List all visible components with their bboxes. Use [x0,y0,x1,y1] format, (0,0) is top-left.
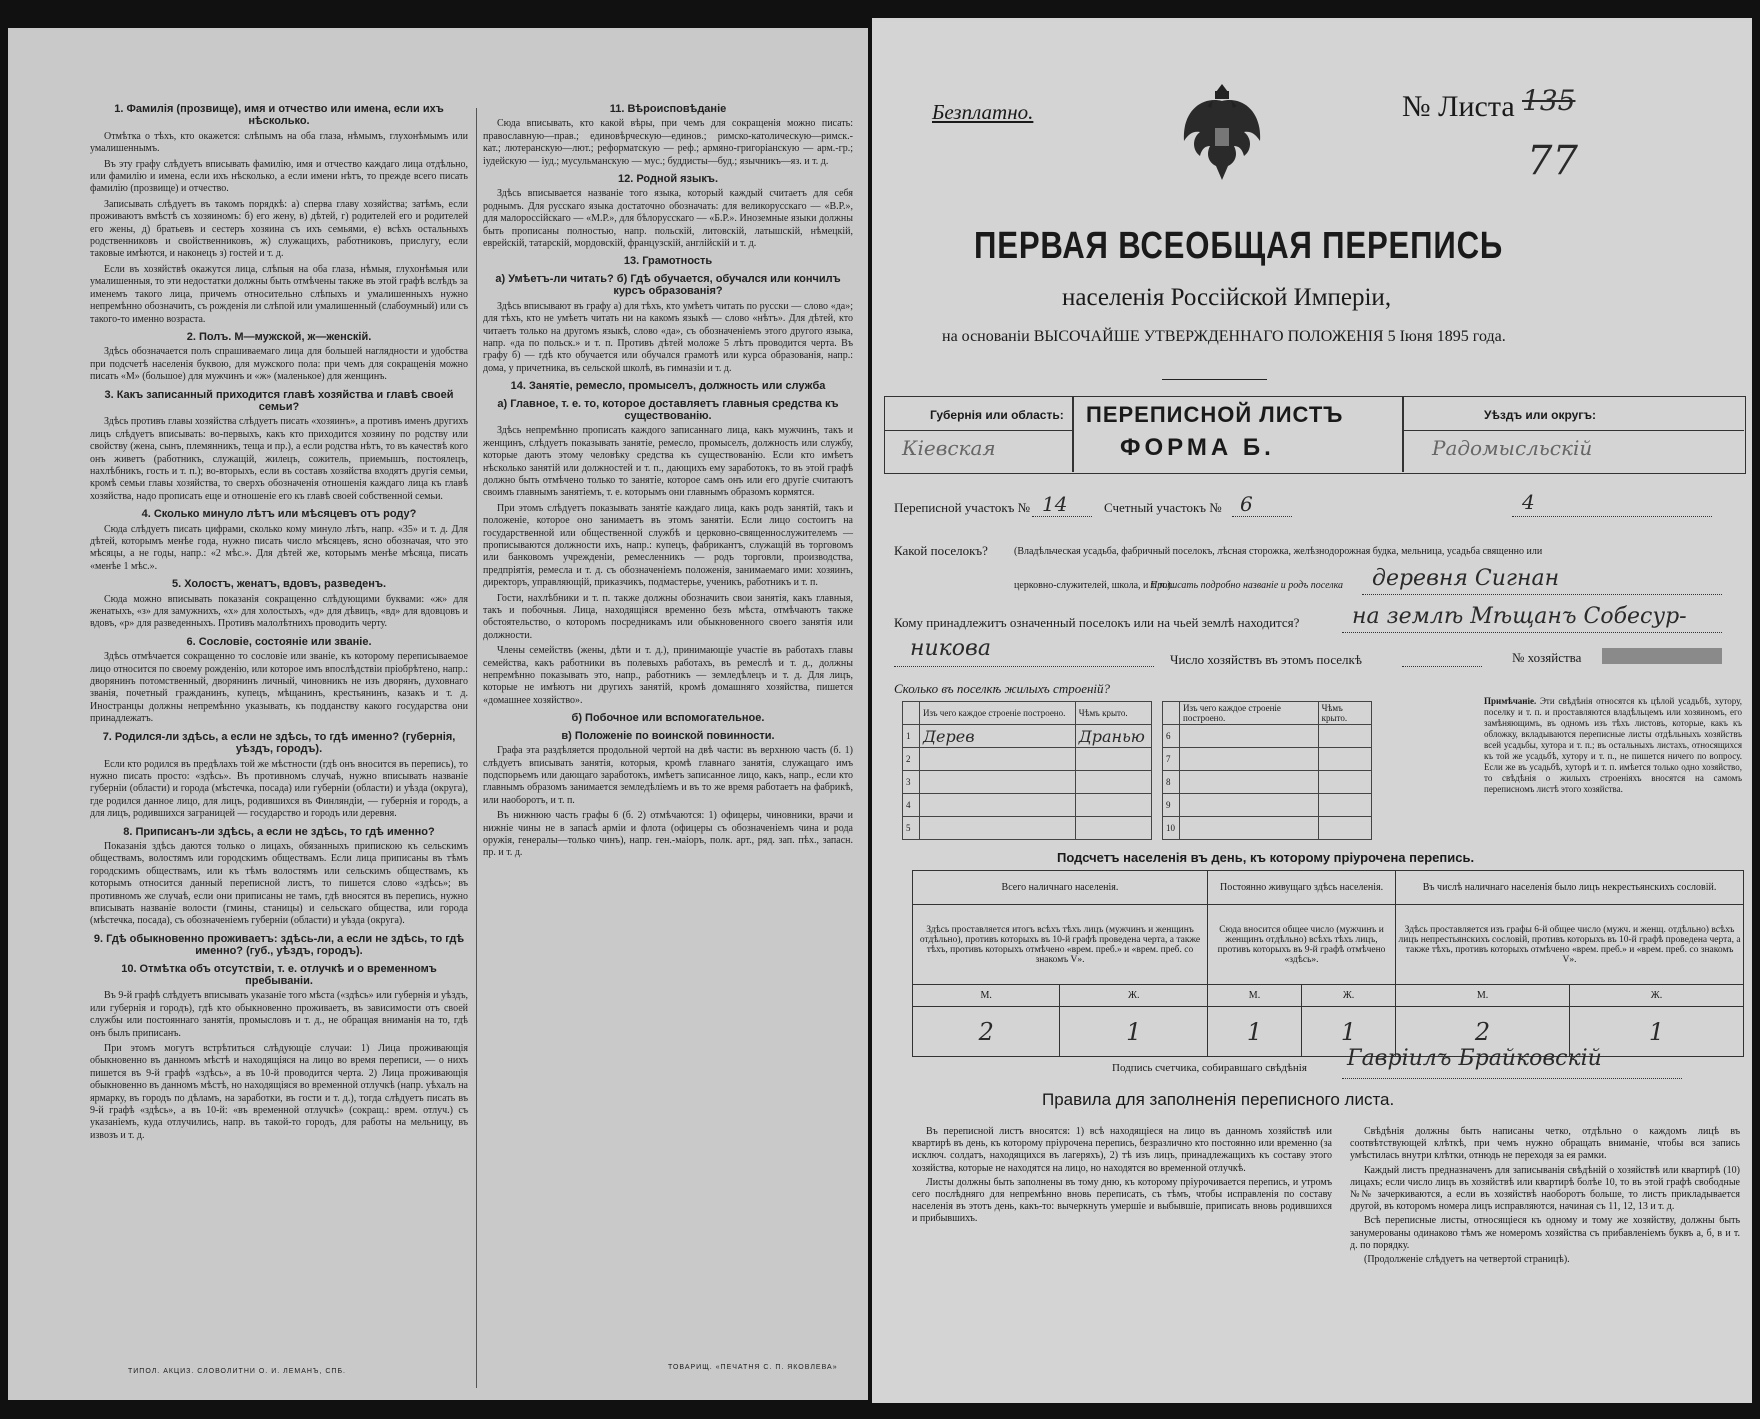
rule-paragraph: Каждый листъ предназначенъ для записыванія свѣдѣній о хозяйствѣ или квартирѣ (10) лицахъ; если число лицъ въ хозяйствѣ или квартирѣ болѣе 10, то въ этой графѣ свободные №№ зачеркиваются, а если въ хозяйствѣ наоборотъ больше, то листъ прикладывается другой, въ которомъ номера лицъ исправляются, начиная съ 11, 12, 13 и т. д. [1350,1164,1740,1213]
building-cell-roof[interactable]: Дранью [1075,725,1151,748]
rules-right-column [1350,1126,1740,1268]
counting-district-label: Счетный участокъ № [1104,500,1222,515]
building-cell-empty[interactable] [1180,725,1319,748]
section-heading: 5. Холостъ, женатъ, вдовъ, разведенъ. [171,578,387,591]
building-cell-n: 1 [903,725,920,748]
section-heading: 11. Вѣроисповѣданіе [609,103,727,115]
section-paragraph: Сюда вписывать, кто какой вѣры, при чемъ для сокращенія можно писать: православную—прав.; единовѣрческую—единов.; римско-католическую—римск.-кат.; лютеранскую—лют.; реформатскую — реф.; армяно-григоріанскую — арм.-гр.; іудейскую — іуд.; мусульманскую — мус.; буддисты—буд.; язычникъ—яз. и т. д. [483,118,853,167]
building-cell-mat[interactable] [920,748,1076,771]
pop-header-nonpeasant: Въ числѣ наличнаго населенія было лицъ некрестьянскихъ сословій. [1396,871,1744,905]
section-heading: 9. Гдѣ обыкновенно проживаетъ: здѣсь-ли, а если не здѣсь, то гдѣ именно? (губ., уѣздъ, городъ). [93,932,465,958]
census-district-value[interactable]: 14 [1042,492,1068,516]
household-number-cell[interactable] [1602,648,1722,664]
section-paragraph: Графа эта раздѣляется продольной чертой на двѣ части: въ верхнюю часть (б. 1) слѣдуетъ вписывать занятія, которыя, кромѣ главнаго занятія, служащаго имъ подспорьемъ или дающаго заработокъ, имѣетъ записанное лицо, какъ, напр., если кто главнымъ образомъ занимается земледѣліемъ и въ то же время работаетъ на фабрикѣ, или наоборотъ, и т. п. [483,745,853,806]
document-basis: на основаніи ВЫСОЧАЙШЕ УТВЕРЖДЕННАГО ПОЛОЖЕНІЯ 5 Іюня 1895 года. [942,328,1506,345]
form-title: ПЕРЕПИСНОЙ ЛИСТЪ [1086,402,1344,427]
buildings-table-left [902,701,1152,840]
section-paragraph: При этомъ могутъ встрѣтиться слѣдующіе случаи: 1) Лица проживающія обыкновенно въ данномъ мѣстѣ и находящіяся на лицо во время переписи, — о нихъ пишется въ 9-й графѣ «здѣсь», а въ 10-й проводится черта. 2) Лица проживающія обыкновенно въ данномъ мѣстѣ, но находящіяся во временной отлучкѣ (напр. уѣхалъ на ярмарку, въ городъ по дѣламъ, на заработки, въ гости и т. д.), тогда слѣдуетъ писать въ 9-й графѣ «здѣсь», а въ 10-й: «въ временной отлучкѣ» (сокращ.: врем. отлуч.) съ указаніемъ, куда отлучились, напр. въ такой-то городъ, для работы на мельницу, въ извозъ и т. д. [90,1043,468,1141]
settlement-hint-3: Прописать подробно названіе и родъ поселка [1150,580,1344,591]
owner-value-2[interactable]: никова [910,636,991,661]
households-label: Число хозяйствъ въ этомъ поселкѣ [1170,652,1362,667]
signature-label: Подпись счетчика, собиравшаго свѣдѣнія [1112,1062,1307,1074]
section-paragraph: Сюда можно вписывать показанія сокращенно слѣдующими буквами: «ж» для женатыхъ, «з» для замужнихъ, «х» для холостыхъ, «д» для дѣвицъ, «вд» для вдовцовъ и вдовъ, «р» для разведенныхъ. Противъ малолѣтнихъ проводить черту. [90,593,468,630]
section-heading: 2. Полъ. М—мужской, ж—женскій. [186,330,372,343]
building-cell-n: 6 [1163,725,1180,748]
document-subtitle: населенія Россійской Имперіи, [1062,284,1392,311]
building-cell-mat[interactable] [920,794,1076,817]
section-paragraph: Въ 9-й графѣ слѣдуетъ вписывать указаніе того мѣста («здѣсь» или губернія и уѣздъ, или губернія и городъ), гдѣ кто обыкновенно проживаетъ, въ зависимости отъ своей службы или постояннаго занятія, промысловъ и т. д., не обращая вниманія на то, гдѣ онъ былъ приписанъ. [90,990,468,1039]
pop-nonpeasant-f[interactable]: 1 [1570,1007,1744,1057]
title-rule [1162,379,1267,380]
building-cell-roof[interactable] [1075,771,1151,794]
section-heading: 6. Сословіе, состояніе или званіе. [186,635,372,648]
building-cell-n: 2 [903,748,920,771]
building-cell-empty[interactable] [1180,748,1319,771]
imperial-eagle-crest-icon [1177,76,1267,196]
section-paragraph: Здѣсь вписывают въ графу а) для тѣхъ, кто умѣетъ читать по русски — слово «да»; для тѣхъ, кто не умѣетъ читать ни на какомъ языкѣ — слово «нѣтъ». Для дѣтей, кто читаетъ только на другомъ языкѣ, слово «да», съ обозначеніемъ этого другого языка, напр. «да по польск.» и т. п. Противъ дѣтей моложе 5 лѣтъ проводится черта. Въ графу б) — гдѣ кто обучается или обучался грамотѣ или курса образованія, напр.: дома, у причетника, въ сельской школѣ, въ гимназіи и т. д. [483,300,853,374]
pop-nonpeasant-m[interactable]: 2 [1396,1007,1570,1057]
building-row [1163,725,1372,748]
police-district-value[interactable]: 4 [1522,490,1535,514]
printer-footer-left: ТИПОЛ. АКЦИЗ. СЛОВОЛИТНИ О. И. ЛЕМАНЪ, СПБ. [128,1368,346,1375]
building-row [903,817,1152,840]
pop-permanent-f[interactable]: 1 [1302,1007,1396,1057]
settlement-hint-2: церковно-служителей, школа, и т. п.). [1014,580,1174,591]
sheet-number-label: № Листа [1402,90,1515,123]
settlement-hint-1: (Владѣльческая усадьба, фабричный поселокъ, лѣсная сторожка, желѣзнодорожная будка, мельница, усадьба священно или [1014,546,1543,557]
rule-paragraph: (Продолженіе слѣдуетъ на четвертой страницѣ). [1364,1254,1570,1266]
signature-value[interactable]: Гавріилъ Брайковскій [1347,1046,1602,1071]
building-cell-n: 7 [1163,748,1180,771]
section-paragraph: При этомъ слѣдуетъ показывать занятіе каждаго лица, какъ родъ занятій, такъ и положеніе, которое оно занимаетъ въ этомъ занятіи. Если лицо состоитъ на государственной или общественной службѣ и церковно-священнослужителемъ — прописываются должности ихъ, напр.: купецъ, фабрикантъ, служащій въ торговомъ или банковомъ учрежденіи, ремесленникъ — родъ торговли, производства, предпріятія, ремесла и т. д. съ обозначеніемъ положенія, занимаемаго ими: хозяинъ, директоръ, управляющій, приказчикъ, подмастерье, ученикъ, работникъ и т. п. [483,502,853,589]
section-paragraph: Въ эту графу слѣдуетъ вписывать фамилію, имя и отчество каждаго лица отдѣльно, или фамилію и имена, если ихъ нѣсколько, а если имени нѣтъ, то прежде всего писать фамилію (прозвище) и отчество. [90,158,468,195]
building-cell-mat[interactable]: Дерев [920,725,1076,748]
building-cell-mat[interactable] [920,771,1076,794]
building-cell-roof[interactable] [1075,748,1151,771]
guberniya-label: Губернія или область: [930,408,1064,422]
building-cell-empty[interactable] [1318,817,1371,840]
section-paragraph: Въ нижнюю часть графы 6 (б. 2) отмѣчаются: 1) офицеры, чиновники, врачи и нижніе чины не в запасѣ арміи и флота (офицеры съ обозначеніемъ чина и рода оружія, генералы—только чинъ), напр. ген.-маіоръ, полк. арт., ряд. зап. пѣх., запасн. пр. и т. д. [483,810,853,859]
section-paragraph: Здѣсь обозначается полъ спрашиваемаго лица для большей наглядности и удобства при подсчетѣ населенія буквою, для мужского пола: при чемъ для сокращенія можно писать «М» (большое) для мужчинъ и «ж» (маленькое) для женщинъ. [90,346,468,383]
building-cell-empty[interactable] [1180,794,1319,817]
section-heading: а) Главное, т. е. то, которое доставляетъ главныя средства къ существованію. [497,397,839,422]
pop-present-f[interactable]: 1 [1060,1007,1208,1057]
buildings-note: Примѣчаніе. Эти свѣдѣнія относятся къ цѣлой усадьбѣ, хутору, поселку и т. п. и проставляются владѣльцемъ или хозяиномъ, его замѣняющимъ, въ одномъ изъ тѣхъ листовъ, которые, какъ къ обложку, вкладываются переписные листы отдѣльныхъ хозяйствъ всей усадьбы, хутора и т. п.; въ остальныхъ листахъ, относящихся къ той же усадьбѣ, хутору и т. п., не пишется ничего по вопросу. Если же въ усадьбѣ, хуторѣ и т. п. имѣется только одно хозяйство, то свѣдѣнія о жилыхъ строеніяхъ вносятся на самомъ переписномъ листѣ этого хозяйства. [1484,696,1742,794]
section-paragraph: Записывать слѣдуетъ въ такомъ порядкѣ: а) сперва главу хозяйства; затѣмъ, если проживаютъ вмѣстѣ съ хозяиномъ: б) его жену, в) дѣтей, г) родителей его и родителей его жены, д) братьевъ и сестеръ хозяина съ ихъ семьями, е) всѣхъ остальныхъ родственниковъ и свойственниковъ, ж) служащихъ, работниковъ, прислугу, если таковые имѣются, и наконецъ з) гостей и т. д. [90,198,468,260]
section-heading: 3. Какъ записанный приходится главѣ хозяйства и главѣ своей семьи? [104,388,454,413]
uezd-label: Уѣздъ или округъ: [1484,408,1597,422]
building-row [903,725,1152,748]
building-cell-n: 3 [903,771,920,794]
pop-permanent-m[interactable]: 1 [1207,1007,1301,1057]
section-paragraph: Если въ хозяйствѣ окажутся лица, слѣпыя на оба глаза, нѣмыя, глухонѣмыя или умалишенныя, то эти недостатки должны быть отмѣчены также въ этой графѣ вслѣдъ за именемъ такого лица, причемъ относительно слѣпыхъ и умалишенныхъ нужно непремѣнно обозначить, съ рожденія ли слѣпой или умалишенный (слабоумный) или съ такого-то именно возраста. [90,263,468,325]
column-divider [476,108,477,1388]
building-cell-n: 10 [1163,817,1180,840]
buildings-table-right: Изъ чего каждое строеніе построено. Чѣмъ крыто. 6 7 8 9 10 [1162,701,1372,840]
section-heading: а) Умѣетъ-ли читать? б) Гдѣ обучается, обучался или кончилъ курсъ образованія? [495,272,841,298]
rule-paragraph: Свѣдѣнія должны быть написаны четко, отдѣльно о каждомъ лицѣ въ соотвѣтствующей клѣткѣ, при чемъ нужно обращать вниманіе, чтобы вся запись умѣстилась внутри клѣтки, отнюдь не переходя за ея рамки. [1350,1126,1740,1162]
section-paragraph: Члены семействъ (жены, дѣти и т. д.), принимающіе участіе въ работахъ главы семейства, какъ работники въ полевыхъ работахъ, въ ремеслѣ и т. д., должны непремѣнно показывать это, напр., работникъ — земледѣлецъ и т. д. Для лицъ, которые не имѣютъ ни другихъ занятій, кромѣ домашняго хозяйства, пишется «домашнее хозяйство». [483,645,853,706]
pop-header-permanent: Постоянно живущаго здѣсь населенія. [1207,871,1395,905]
building-cell-n: 8 [1163,771,1180,794]
section-heading: б) Побочное или вспомогательное. [571,712,765,725]
section-paragraph: Здѣсь противъ главы хозяйства слѣдуетъ писать «хозяинъ», а противъ именъ другихъ лицъ слѣдуетъ вписывать: во-первыхъ, какъ кто приходится хозяину по родству или свойству (жена, сынъ, племянникъ, теща и пр.), а если родства нѣтъ, то въ качествѣ кого онъ живетъ (работникъ, служащій, жилецъ, сожитель, приемышъ, постоялецъ, нахлѣбникъ, гость и т. п.); во-вторыхъ, если въ составъ хозяйства входятъ другія семьи, кромѣ семьи главы хозяйства, то сверхъ обозначенія отношенія каждаго лица къ главѣ хозяйства, надо прописать еще и отношеніе его къ главѣ своей собственной семьи. [90,416,468,502]
building-cell-empty[interactable] [1318,794,1371,817]
section-heading: 4. Сколько минуло лѣтъ или мѣсяцевъ отъ роду? [141,508,417,521]
section-heading: 14. Занятіе, ремесло, промыселъ, должность или служба [510,380,826,393]
building-cell-n: 4 [903,794,920,817]
building-row [1163,748,1372,771]
building-row [903,794,1152,817]
section-paragraph: Здѣсь непремѣнно прописать каждого записаннаго лица, какъ мужчинъ, такъ и женщинъ, слѣдуетъ показывать занятіе, ремесло, промыселъ, должность или службу, которые даютъ этому человѣку средства къ существованію. Если кто имѣетъ нѣсколько занятій или должностей и т. п., дающихъ ему заработокъ, то въ этой графѣ должно быть отмѣчено только то занятіе, которое самъ онъ или его другіе считаютъ своимъ главнымъ занятіемъ, т. е. которымъ они главнымъ образомъ кормятся. [483,425,853,499]
section-heading: 13. Грамотность [623,255,713,268]
section-heading: 12. Родной языкъ. [617,173,718,186]
section-paragraph: Сюда слѣдуетъ писать цифрами, сколько кому минуло лѣтъ, напр. «35» и т. д. Для дѣтей, которымъ менѣе года, нужно писать число мѣсяцевъ, ясно обозначая, что это мѣсяцы, а не годы, напр.: «2 мѣс.». Для дѣтей же, которымъ менѣе мѣсяца, писать «менѣе 1 мѣс.». [90,523,468,572]
section-heading: 7. Родился-ли здѣсь, а если не здѣсь, то гдѣ именно? (губернія, уѣздъ, городъ). [102,730,456,756]
population-title: Подсчетъ населенія въ день, къ которому пріурочена перепись. [1057,850,1475,865]
building-cell-empty[interactable] [1180,771,1319,794]
form-subtitle: ФОРМА Б. [1120,434,1275,461]
building-cell-empty[interactable] [1318,725,1371,748]
section-paragraph: Здѣсь отмѣчается сокращенно то сословіе или званіе, къ которому переписываемое лицо относится по своему рожденію, или которое имъ впослѣдствіи пріобрѣтено, напр.: дворянинъ потомственный, дворянинъ личный, чиновникъ не изъ дворянъ, духовнаго званія, почетный гражданинъ, купецъ, мѣщанинъ, крестьянинъ, казакъ и т. д. Иностранцы должны непремѣнно указывать, къ подданству какого государства они принадлежатъ. [90,651,468,725]
bld-header-material: Изъ чего каждое строеніе построено. [920,702,1076,725]
buildings-label: Сколько въ поселкѣ жилыхъ строеній? [894,681,1111,696]
rules-left-column [912,1126,1332,1228]
sheet-number-crossed: 135 [1522,84,1576,117]
building-row [1163,817,1372,840]
rule-paragraph: Всѣ переписные листы, относящіеся къ одному и тому же хозяйству, должны быть занумерованы одинаково тѣмъ же номеромъ хозяйства съ прибавленіемъ буквъ а, б, в и т. д. по порядку. [1350,1215,1740,1251]
rule-paragraph: Въ переписной листъ вносятся: 1) всѣ находящіеся на лицо въ данномъ хозяйствѣ или квартирѣ въ день, къ которому пріурочена перепись, безразлично кто постоянно или временно (за исключ. солдатъ, находящихся въ лагеряхъ), 2) тѣ изъ лицъ, принадлежащихъ къ составу этого хозяйства, которые не находятся на лицо, но находятся во временной отлучкѣ. [912,1126,1332,1174]
settlement-value[interactable]: деревня Сигнан [1372,566,1560,591]
section-heading: 10. Отмѣтка объ отсутствіи, т. е. отлучкѣ и о временномъ пребываніи. [121,962,437,987]
building-row [903,771,1152,794]
building-cell-roof[interactable] [1075,817,1151,840]
building-cell-empty[interactable] [1318,771,1371,794]
rules-title: Правила для заполненія переписного листа. [1042,1090,1395,1109]
building-cell-n: 9 [1163,794,1180,817]
free-label: Безплатно. [932,100,1034,124]
document-title: ПЕРВАЯ ВСЕОБЩАЯ ПЕРЕПИСЬ [974,225,1504,267]
section-paragraph: Гости, нахлѣбники и т. п. также должны обозначить свои занятія, какъ главныя, такъ и побочныя. Лица, находящіяся временно безъ мѣста, отмѣчаютъ также обстоятельство, о которомъ посредникамъ или обыкновенного своего занятія или должности. [483,592,853,641]
pop-present-m[interactable]: 2 [913,1007,1060,1057]
building-cell-roof[interactable] [1075,794,1151,817]
uezd-value[interactable]: Радомысльскій [1432,436,1593,460]
bld-header-roof: Чѣмъ крыто. [1075,702,1151,725]
section-heading: в) Положеніе по воинской повинности. [561,729,775,742]
section-heading: 1. Фамилія (прозвище), имя и отчество или имена, если ихъ нѣсколько. [114,103,444,128]
counting-district-value[interactable]: 6 [1240,492,1253,516]
printer-footer-right: ТОВАРИЩ. «ПЕЧАТНЯ С. П. ЯКОВЛЕВА» [668,1364,838,1371]
owner-value-1[interactable]: на землѣ Мѣщанъ Собесур- [1352,604,1687,629]
section-paragraph: Отмѣтка о тѣхъ, кто окажется: слѣпымъ на оба глаза, нѣмымъ, глухонѣмымъ или умалишеннымъ. [90,130,468,155]
building-cell-n: 5 [903,817,920,840]
owner-label: Кому принадлежитъ означенный поселокъ или на чьей землѣ находится? [894,615,1300,630]
settlement-label: Какой поселокъ? [894,543,988,558]
census-district-label: Переписной участокъ № [894,500,1031,515]
section-paragraph: Здѣсь вписывается названіе того языка, который каждый считаетъ для себя роднымъ. Для русскаго языка достаточно обозначать: для великорусскаго — «В.Р.», для малороссійскаго — «М.Р.», для бѣлорусскаго — «Б.Р.». Иноземные языки должны быть прописаны полностью, напр. польскій, литовскій, латышскій, нѣмецкій, еврейскій, татарскій, мордовскій, французскій, англійскій и т. д. [483,188,853,250]
section-paragraph: Если кто родился въ предѣлахъ той же мѣстности (гдѣ онъ вносится въ перепись), то нужно писать просто: «здѣсь». Въ противномъ случаѣ, нужно вписывать названіе губерніи (области) и города (мѣстечка, посада) или губерніи (области) и уѣзда (округа), где родился данное лицо, для лицъ, родившихся въ Финляндіи, — губернія и городъ, а для лицъ, родившихся заграницей — государство и городъ или деревня. [90,758,468,820]
section-heading: 8. Приписанъ-ли здѣсь, а если не здѣсь, то гдѣ именно? [123,825,435,838]
building-cell-empty[interactable] [1180,817,1319,840]
instructions-column-2 [483,98,853,863]
household-number-label: № хозяйства [1512,650,1582,665]
building-row [903,748,1152,771]
guberniya-value[interactable]: Кіевская [902,436,996,460]
pop-header-present: Всего наличнаго населенія. [913,871,1208,905]
building-cell-empty[interactable] [1318,748,1371,771]
population-table: Всего наличнаго населенія. Постоянно живущаго здѣсь населенія. Въ числѣ наличнаго населенія было лицъ некрестьянскихъ сословій. Здѣсь проставляется итогъ всѣхъ тѣхъ лицъ (мужчинъ и женщинъ отдѣльно), противъ которыхъ въ 10-й графѣ проведена черта, а также тѣхъ, противъ которыхъ отмѣчено «врем. преб.» и «врем. преб. со знакомъ V». Сюда вносится общее число (мужчинъ и женщинъ отдѣльно) всѣхъ тѣхъ лицъ, противъ которыхъ въ 9-й графѣ отмѣчено «здѣсь». Здѣсь проставляется изъ графы 6-й общее число (мужч. и женщ. отдѣльно) всѣхъ лицъ непрестьянскихъ сословій, противъ которыхъ въ 10-й графѣ проведена черта, а также тѣхъ, противъ которыхъ отмѣчено «врем. преб.» и «врем. преб. со знакомъ V». М. Ж. М. Ж. М. Ж. 2 1 1 1 2 1 [912,870,1744,1057]
left-page [8,28,868,1400]
sheet-number-handwritten: 77 [1527,138,1578,184]
building-cell-mat[interactable] [920,817,1076,840]
rule-paragraph: Листы должны быть заполнены въ тому дню, къ которому пріурочивается перепись, и утромъ сего послѣдняго для непремѣнно вновь переписать, съ тѣмъ, чтобы исправленія по составу населенія въ этотъ день, какъ-то: вычеркнуть умершіе и выбывшіе, приписать вновь родившихся и прибывшихъ. [912,1176,1332,1225]
instructions-column-1 [90,98,468,1145]
building-row [1163,771,1372,794]
right-page [872,18,1752,1403]
building-row [1163,794,1372,817]
section-paragraph: Показанія здѣсь даются только о лицахъ, обязанныхъ припискою къ сельскимъ обществамъ, волостямъ или городскимъ обществамъ. Если лица приписаны въ тѣмъ городскимъ обществамъ, или къ тѣмъ волостямъ или сельскимъ обществамъ, къ которымъ относится данный переписной листъ, то пишется слово «здѣсь»; въ противномъ же случаѣ, если они приписаны не тамъ, гдѣ вносятся въ перепись, нужно вписывать названіе волости (гмины, станицы) и сельскаго общества, или города (мѣстечка, посада), съ обозначеніемъ губерніи (области) и уѣзда (округа). [90,840,468,927]
